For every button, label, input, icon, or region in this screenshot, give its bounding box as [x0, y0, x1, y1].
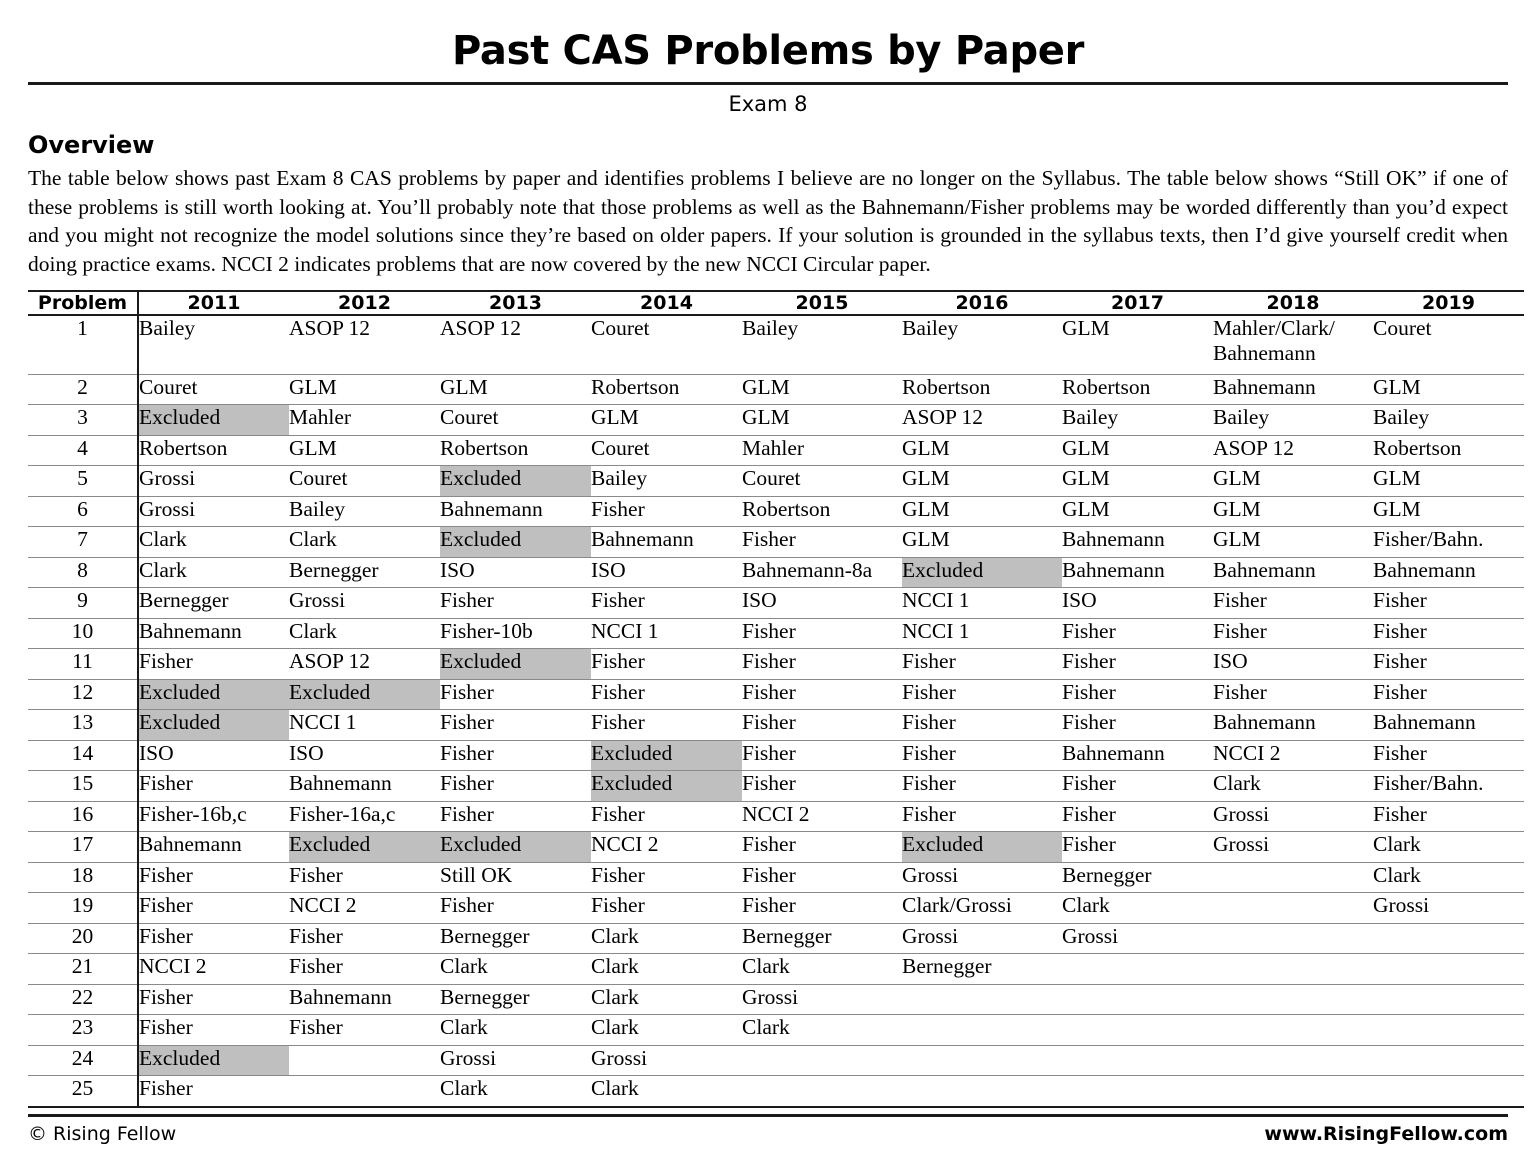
- table-cell-2017: GLM: [1062, 315, 1213, 375]
- table-cell-2017: [1062, 954, 1213, 985]
- table-cell-2012: Bahnemann: [289, 771, 440, 802]
- table-cell-2018: GLM: [1213, 496, 1373, 527]
- table-cell-2019: Fisher/Bahn.: [1373, 771, 1524, 802]
- problem-number-cell: 10: [28, 618, 138, 649]
- table-cell-2013: Excluded: [440, 649, 591, 680]
- table-row: [28, 315, 1524, 375]
- table-cell-2019: Grossi: [1373, 893, 1524, 924]
- table-cell-2015: GLM: [742, 374, 902, 405]
- title-divider: [28, 82, 1508, 85]
- table-cell-2015: Fisher: [742, 679, 902, 710]
- table-cell-2011: Fisher-16b,c: [138, 801, 289, 832]
- table-cell-2017: Bahnemann: [1062, 527, 1213, 558]
- table-cell-2017: GLM: [1062, 435, 1213, 466]
- table-cell-2018: Bahnemann: [1213, 710, 1373, 741]
- table-cell-2019: Fisher: [1373, 740, 1524, 771]
- table-cell-2017: Fisher: [1062, 679, 1213, 710]
- table-cell-2011: Bernegger: [138, 588, 289, 619]
- table-cell-2012: [289, 1045, 440, 1076]
- table-cell-2013: GLM: [440, 374, 591, 405]
- table-cell-2012: Fisher: [289, 1015, 440, 1046]
- problem-number-cell: 23: [28, 1015, 138, 1046]
- table-cell-2018: Fisher: [1213, 588, 1373, 619]
- table-cell-2017: Robertson: [1062, 374, 1213, 405]
- column-header-2016: 2016: [902, 291, 1062, 315]
- table-cell-2015: Grossi: [742, 984, 902, 1015]
- table-cell-2011: Fisher: [138, 862, 289, 893]
- table-cell-2016: [902, 1076, 1062, 1107]
- column-header-problem: Problem: [28, 291, 138, 315]
- problem-number-cell: 4: [28, 435, 138, 466]
- table-row: [28, 801, 1524, 832]
- table-cell-2019: [1373, 1045, 1524, 1076]
- copyright-text: © Rising Fellow: [28, 1122, 177, 1145]
- page-subtitle: Exam 8: [728, 92, 808, 116]
- table-cell-2018: Bahnemann: [1213, 557, 1373, 588]
- table-cell-2016: GLM: [902, 527, 1062, 558]
- table-cell-2014: NCCI 2: [591, 832, 742, 863]
- table-cell-2019: Couret: [1373, 315, 1524, 375]
- table-cell-2018: ISO: [1213, 649, 1373, 680]
- problem-number-cell: 20: [28, 923, 138, 954]
- table-cell-2015: Fisher: [742, 893, 902, 924]
- table-cell-2018: GLM: [1213, 466, 1373, 497]
- table-cell-2014: Robertson: [591, 374, 742, 405]
- table-cell-2014: Fisher: [591, 801, 742, 832]
- table-row: [28, 923, 1524, 954]
- problem-number-cell: 19: [28, 893, 138, 924]
- table-cell-2017: Fisher: [1062, 710, 1213, 741]
- table-cell-2018: NCCI 2: [1213, 740, 1373, 771]
- table-cell-2016: Fisher: [902, 801, 1062, 832]
- table-cell-2015: [742, 1076, 902, 1107]
- column-header-2019: 2019: [1373, 291, 1524, 315]
- table-cell-2018: Grossi: [1213, 801, 1373, 832]
- table-cell-2015: GLM: [742, 405, 902, 436]
- table-cell-2016: Fisher: [902, 771, 1062, 802]
- table-cell-2013: Grossi: [440, 1045, 591, 1076]
- table-cell-2019: [1373, 984, 1524, 1015]
- page-footer: [28, 1117, 1508, 1145]
- table-cell-2019: Clark: [1373, 862, 1524, 893]
- table-cell-2016: NCCI 1: [902, 588, 1062, 619]
- table-cell-2018: Fisher: [1213, 618, 1373, 649]
- table-cell-2016: [902, 1045, 1062, 1076]
- table-cell-2011: Fisher: [138, 1015, 289, 1046]
- table-cell-2011: Fisher: [138, 923, 289, 954]
- table-cell-2012: ASOP 12: [289, 649, 440, 680]
- table-cell-2018: [1213, 1015, 1373, 1046]
- problem-number-cell: 16: [28, 801, 138, 832]
- table-cell-2018: [1213, 923, 1373, 954]
- table-cell-2011: Excluded: [138, 679, 289, 710]
- table-cell-2015: Fisher: [742, 618, 902, 649]
- problem-number-cell: 3: [28, 405, 138, 436]
- table-cell-2019: Fisher: [1373, 618, 1524, 649]
- table-cell-2013: Bernegger: [440, 923, 591, 954]
- table-cell-2014: Fisher: [591, 679, 742, 710]
- table-cell-2018: [1213, 984, 1373, 1015]
- table-cell-2014: Couret: [591, 435, 742, 466]
- table-cell-2017: Bailey: [1062, 405, 1213, 436]
- table-row: [28, 496, 1524, 527]
- table-cell-2012: NCCI 2: [289, 893, 440, 924]
- table-cell-2013: Fisher-10b: [440, 618, 591, 649]
- website-link[interactable]: www.RisingFellow.com: [1264, 1122, 1508, 1145]
- table-cell-2017: GLM: [1062, 466, 1213, 497]
- table-cell-2019: Fisher: [1373, 801, 1524, 832]
- table-cell-2012: [289, 1076, 440, 1107]
- table-cell-2013: ASOP 12: [440, 315, 591, 375]
- table-cell-2019: [1373, 954, 1524, 985]
- problem-number-cell: 18: [28, 862, 138, 893]
- table-cell-2016: GLM: [902, 466, 1062, 497]
- table-cell-2019: Clark: [1373, 832, 1524, 863]
- table-cell-2018: Bailey: [1213, 405, 1373, 436]
- table-cell-2011: Fisher: [138, 984, 289, 1015]
- table-cell-2012: NCCI 1: [289, 710, 440, 741]
- table-cell-2017: [1062, 1015, 1213, 1046]
- table-cell-2019: Fisher: [1373, 588, 1524, 619]
- past-problems-table: [28, 290, 1524, 1108]
- table-cell-2011: Excluded: [138, 405, 289, 436]
- table-cell-2015: ISO: [742, 588, 902, 619]
- table-cell-2019: GLM: [1373, 374, 1524, 405]
- table-cell-2017: Bahnemann: [1062, 557, 1213, 588]
- table-cell-2018: ASOP 12: [1213, 435, 1373, 466]
- table-cell-2015: Bernegger: [742, 923, 902, 954]
- table-cell-2016: Grossi: [902, 923, 1062, 954]
- table-cell-2012: Mahler: [289, 405, 440, 436]
- table-cell-2018: [1213, 893, 1373, 924]
- table-cell-2013: Bernegger: [440, 984, 591, 1015]
- table-row: [28, 832, 1524, 863]
- table-cell-2011: ISO: [138, 740, 289, 771]
- column-header-2015: 2015: [742, 291, 902, 315]
- table-cell-2017: [1062, 984, 1213, 1015]
- table-cell-2014: Clark: [591, 954, 742, 985]
- table-cell-2014: Bailey: [591, 466, 742, 497]
- table-row: [28, 618, 1524, 649]
- table-cell-2013: Fisher: [440, 893, 591, 924]
- problem-number-cell: 24: [28, 1045, 138, 1076]
- table-cell-2014: Excluded: [591, 740, 742, 771]
- table-cell-2011: Clark: [138, 557, 289, 588]
- table-cell-2014: Clark: [591, 1076, 742, 1107]
- table-cell-2017: Grossi: [1062, 923, 1213, 954]
- column-header-2012: 2012: [289, 291, 440, 315]
- table-row: [28, 557, 1524, 588]
- table-cell-2019: Bahnemann: [1373, 557, 1524, 588]
- table-cell-2015: Fisher: [742, 527, 902, 558]
- table-cell-2014: GLM: [591, 405, 742, 436]
- table-cell-2019: GLM: [1373, 496, 1524, 527]
- table-cell-2013: Fisher: [440, 771, 591, 802]
- table-cell-2014: Fisher: [591, 893, 742, 924]
- table-cell-2014: Clark: [591, 984, 742, 1015]
- table-cell-2013: Fisher: [440, 588, 591, 619]
- table-cell-2016: Fisher: [902, 679, 1062, 710]
- problem-number-cell: 8: [28, 557, 138, 588]
- table-cell-2013: Excluded: [440, 466, 591, 497]
- table-cell-2019: Fisher: [1373, 649, 1524, 680]
- table-cell-2016: Fisher: [902, 710, 1062, 741]
- table-cell-2012: Clark: [289, 618, 440, 649]
- table-row: [28, 405, 1524, 436]
- table-cell-2014: ISO: [591, 557, 742, 588]
- table-cell-2015: [742, 1045, 902, 1076]
- table-row: [28, 374, 1524, 405]
- table-cell-2011: Excluded: [138, 710, 289, 741]
- table-cell-2011: Fisher: [138, 649, 289, 680]
- table-cell-2018: Bahnemann: [1213, 374, 1373, 405]
- overview-paragraph: The table below shows past Exam 8 CAS problems by paper and identifies problems I believe are no longer on the Syllabus. The table below shows “Still OK” if one of these problems is still worth looking at. You’ll probably note that those problems as well as the Bahnemann/Fisher problems may be worded differently than you’d expect and you might not recognize the model solutions since they’re based on older papers. If your solution is grounded in the syllabus texts, then I’d give yourself credit when doing practice exams. NCCI 2 indicates problems that are now covered by the new NCCI Circular paper.: [28, 166, 1508, 276]
- table-cell-2012: Excluded: [289, 679, 440, 710]
- table-cell-2019: Bailey: [1373, 405, 1524, 436]
- table-cell-2011: Excluded: [138, 1045, 289, 1076]
- table-cell-2014: Clark: [591, 1015, 742, 1046]
- table-cell-2013: Fisher: [440, 740, 591, 771]
- table-cell-2015: Robertson: [742, 496, 902, 527]
- table-cell-2015: NCCI 2: [742, 801, 902, 832]
- table-cell-2013: Excluded: [440, 527, 591, 558]
- table-cell-2013: Fisher: [440, 679, 591, 710]
- table-row: [28, 679, 1524, 710]
- table-cell-2018: Clark: [1213, 771, 1373, 802]
- table-cell-2019: [1373, 1015, 1524, 1046]
- table-cell-2018: [1213, 862, 1373, 893]
- table-cell-2014: Fisher: [591, 710, 742, 741]
- problem-number-cell: 17: [28, 832, 138, 863]
- table-row: [28, 893, 1524, 924]
- column-header-2011: 2011: [138, 291, 289, 315]
- table-cell-2012: Couret: [289, 466, 440, 497]
- table-cell-2013: Fisher: [440, 710, 591, 741]
- table-cell-2015: Fisher: [742, 862, 902, 893]
- table-cell-2016: Excluded: [902, 557, 1062, 588]
- table-cell-2011: Clark: [138, 527, 289, 558]
- column-header-2013: 2013: [440, 291, 591, 315]
- table-cell-2014: Fisher: [591, 649, 742, 680]
- table-cell-2018: [1213, 954, 1373, 985]
- table-row: [28, 710, 1524, 741]
- table-cell-2019: [1373, 1076, 1524, 1107]
- table-cell-2019: [1373, 923, 1524, 954]
- problem-number-cell: 25: [28, 1076, 138, 1107]
- table-cell-2017: Clark: [1062, 893, 1213, 924]
- table-cell-2017: Fisher: [1062, 771, 1213, 802]
- table-cell-2015: Fisher: [742, 710, 902, 741]
- table-cell-2016: Bernegger: [902, 954, 1062, 985]
- table-cell-2019: Bahnemann: [1373, 710, 1524, 741]
- table-row: [28, 588, 1524, 619]
- table-cell-2012: Fisher: [289, 862, 440, 893]
- table-header-row: [28, 291, 1524, 315]
- column-header-2018: 2018: [1213, 291, 1373, 315]
- column-header-2014: 2014: [591, 291, 742, 315]
- table-row: [28, 527, 1524, 558]
- table-cell-2011: Bailey: [138, 315, 289, 375]
- table-cell-2015: Fisher: [742, 771, 902, 802]
- table-cell-2013: Clark: [440, 1076, 591, 1107]
- table-cell-2014: Excluded: [591, 771, 742, 802]
- table-cell-2015: Couret: [742, 466, 902, 497]
- table-cell-2015: Bahnemann-8a: [742, 557, 902, 588]
- table-cell-2011: Fisher: [138, 893, 289, 924]
- table-cell-2018: [1213, 1045, 1373, 1076]
- problem-number-cell: 21: [28, 954, 138, 985]
- table-cell-2017: [1062, 1076, 1213, 1107]
- problem-number-cell: 14: [28, 740, 138, 771]
- table-cell-2012: Fisher: [289, 954, 440, 985]
- table-cell-2014: Grossi: [591, 1045, 742, 1076]
- table-cell-2012: Grossi: [289, 588, 440, 619]
- table-cell-2015: Clark: [742, 954, 902, 985]
- table-cell-2018: GLM: [1213, 527, 1373, 558]
- problem-number-cell: 7: [28, 527, 138, 558]
- table-cell-2016: Bailey: [902, 315, 1062, 375]
- table-cell-2011: NCCI 2: [138, 954, 289, 985]
- table-cell-2019: Robertson: [1373, 435, 1524, 466]
- table-cell-2014: Fisher: [591, 588, 742, 619]
- table-cell-2014: Fisher: [591, 496, 742, 527]
- table-cell-2014: Bahnemann: [591, 527, 742, 558]
- table-cell-2012: ISO: [289, 740, 440, 771]
- table-body: [28, 315, 1524, 1107]
- table-cell-2012: Excluded: [289, 832, 440, 863]
- table-cell-2011: Robertson: [138, 435, 289, 466]
- table-cell-2013: Still OK: [440, 862, 591, 893]
- table-cell-2018: Fisher: [1213, 679, 1373, 710]
- table-cell-2011: Fisher: [138, 771, 289, 802]
- table-cell-2013: Clark: [440, 954, 591, 985]
- table-row: [28, 466, 1524, 497]
- table-cell-2014: Clark: [591, 923, 742, 954]
- table-cell-2019: GLM: [1373, 466, 1524, 497]
- table-cell-2018: Grossi: [1213, 832, 1373, 863]
- table-cell-2016: [902, 984, 1062, 1015]
- table-cell-2012: Bailey: [289, 496, 440, 527]
- table-cell-2014: NCCI 1: [591, 618, 742, 649]
- table-cell-2015: Fisher: [742, 832, 902, 863]
- problem-number-cell: 22: [28, 984, 138, 1015]
- table-cell-2017: GLM: [1062, 496, 1213, 527]
- table-cell-2017: Fisher: [1062, 649, 1213, 680]
- table-row: [28, 1015, 1524, 1046]
- table-cell-2016: NCCI 1: [902, 618, 1062, 649]
- page-title: Past CAS Problems by Paper: [451, 28, 1085, 74]
- table-cell-2015: Fisher: [742, 740, 902, 771]
- table-cell-2012: Clark: [289, 527, 440, 558]
- table-cell-2016: Excluded: [902, 832, 1062, 863]
- problem-number-cell: 5: [28, 466, 138, 497]
- table-cell-2018: [1213, 1076, 1373, 1107]
- table-cell-2019: Fisher: [1373, 679, 1524, 710]
- table-cell-2017: ISO: [1062, 588, 1213, 619]
- table-cell-2015: Bailey: [742, 315, 902, 375]
- table-row: [28, 771, 1524, 802]
- table-cell-2016: Robertson: [902, 374, 1062, 405]
- table-cell-2012: Fisher: [289, 923, 440, 954]
- table-cell-2013: Excluded: [440, 832, 591, 863]
- table-cell-2012: Fisher-16a,c: [289, 801, 440, 832]
- table-cell-2016: ASOP 12: [902, 405, 1062, 436]
- table-cell-2013: Robertson: [440, 435, 591, 466]
- table-cell-2012: Bahnemann: [289, 984, 440, 1015]
- table-cell-2015: Fisher: [742, 649, 902, 680]
- table-cell-2017: Bernegger: [1062, 862, 1213, 893]
- table-cell-2016: Fisher: [902, 649, 1062, 680]
- table-cell-2016: Fisher: [902, 740, 1062, 771]
- column-header-2017: 2017: [1062, 291, 1213, 315]
- table-row: [28, 1076, 1524, 1107]
- problem-number-cell: 15: [28, 771, 138, 802]
- problem-number-cell: 2: [28, 374, 138, 405]
- table-cell-2012: GLM: [289, 374, 440, 405]
- table-row: [28, 435, 1524, 466]
- problem-number-cell: 6: [28, 496, 138, 527]
- table-cell-2016: Grossi: [902, 862, 1062, 893]
- table-header: [28, 291, 1524, 315]
- table-cell-2012: Bernegger: [289, 557, 440, 588]
- table-cell-2018: Mahler/Clark/ Bahnemann: [1213, 315, 1373, 375]
- table-cell-2013: Couret: [440, 405, 591, 436]
- table-cell-2019: Fisher/Bahn.: [1373, 527, 1524, 558]
- table-cell-2013: Bahnemann: [440, 496, 591, 527]
- table-row: [28, 984, 1524, 1015]
- table-cell-2016: [902, 1015, 1062, 1046]
- problem-number-cell: 1: [28, 315, 138, 375]
- table-cell-2017: Fisher: [1062, 618, 1213, 649]
- table-cell-2013: Fisher: [440, 801, 591, 832]
- table-cell-2017: Bahnemann: [1062, 740, 1213, 771]
- table-cell-2015: Clark: [742, 1015, 902, 1046]
- table-cell-2011: Couret: [138, 374, 289, 405]
- table-cell-2015: Mahler: [742, 435, 902, 466]
- table-row: [28, 954, 1524, 985]
- table-cell-2011: Grossi: [138, 496, 289, 527]
- table-cell-2011: Bahnemann: [138, 832, 289, 863]
- problem-number-cell: 11: [28, 649, 138, 680]
- table-row: [28, 862, 1524, 893]
- table-cell-2014: Fisher: [591, 862, 742, 893]
- table-row: [28, 740, 1524, 771]
- table-cell-2017: Fisher: [1062, 801, 1213, 832]
- table-cell-2011: Grossi: [138, 466, 289, 497]
- table-cell-2011: Fisher: [138, 1076, 289, 1107]
- table-cell-2012: GLM: [289, 435, 440, 466]
- problem-number-cell: 9: [28, 588, 138, 619]
- table-cell-2013: Clark: [440, 1015, 591, 1046]
- table-cell-2017: Fisher: [1062, 832, 1213, 863]
- problem-number-cell: 13: [28, 710, 138, 741]
- table-cell-2016: GLM: [902, 496, 1062, 527]
- table-cell-2014: Couret: [591, 315, 742, 375]
- problem-number-cell: 12: [28, 679, 138, 710]
- table-cell-2017: [1062, 1045, 1213, 1076]
- table-cell-2016: Clark/Grossi: [902, 893, 1062, 924]
- table-cell-2012: ASOP 12: [289, 315, 440, 375]
- table-cell-2013: ISO: [440, 557, 591, 588]
- table-row: [28, 649, 1524, 680]
- table-row: [28, 1045, 1524, 1076]
- table-cell-2011: Bahnemann: [138, 618, 289, 649]
- table-cell-2016: GLM: [902, 435, 1062, 466]
- overview-heading: Overview: [28, 131, 155, 160]
